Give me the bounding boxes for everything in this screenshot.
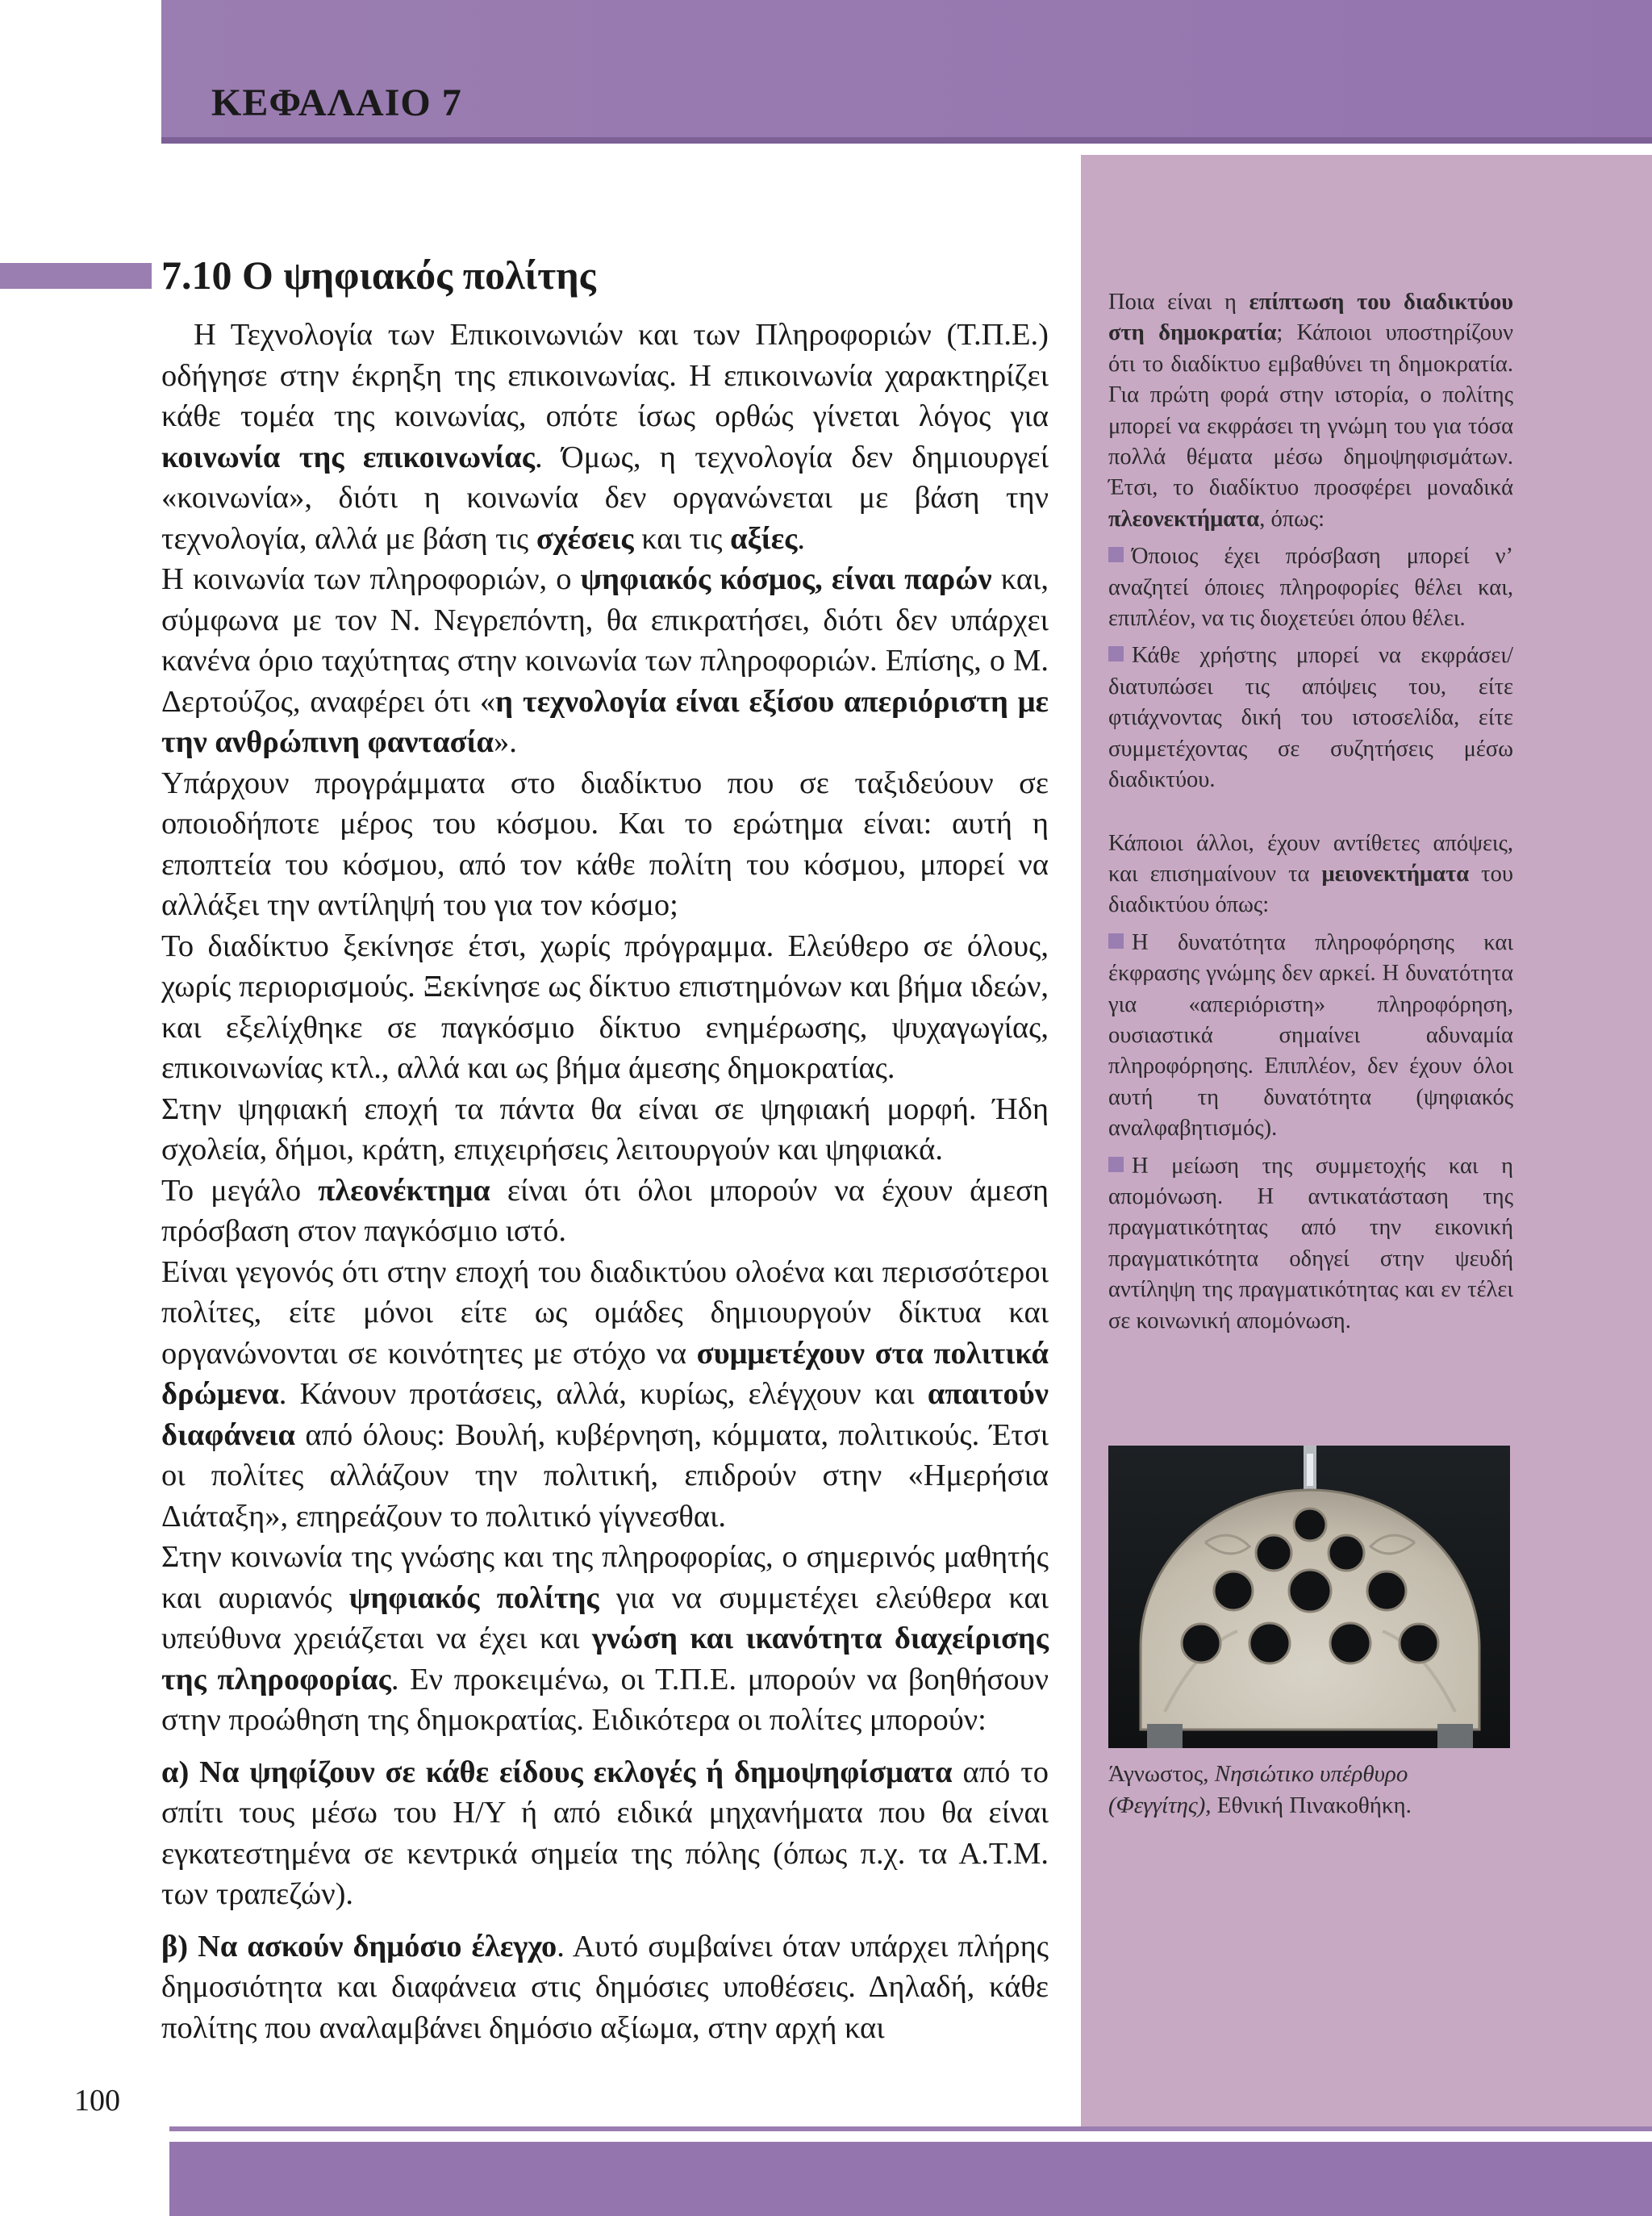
text-run: για να συμμετέχει ελεύθερα και υπεύθυνα χρειάζεται να έχει και bbox=[161, 1580, 1049, 1655]
section-title: 7.10 Ο ψηφιακός πολίτης bbox=[161, 252, 596, 298]
text-run: . Όμως, η τεχνολογία δεν δημιουργεί «κοινωνία», διότι η κοινωνία δεν οργανώνεται με βάση την τεχνολογία, αλλά με βάση τις bbox=[161, 440, 1049, 556]
footer-rule bbox=[169, 2126, 1652, 2131]
paragraph-2 bbox=[161, 559, 1049, 763]
emphasis: β) Να ασκούν δημόσιο έλεγχο bbox=[161, 1929, 557, 1964]
emphasis: μειονεκτήματα bbox=[1321, 861, 1470, 887]
page-number: 100 bbox=[74, 2084, 120, 2118]
main-text-column bbox=[161, 315, 1049, 2048]
square-bullet-icon bbox=[1108, 1157, 1124, 1172]
text-run: Η κοινωνία των πληροφοριών, ο bbox=[161, 562, 581, 596]
text-run: Η μείωση της συμμετοχής και η απομόνωση. Η αντικατάσταση της πραγματικότητας από την εικονική πραγματικότητα οδηγεί στην ψευδή αντίληψη της πραγματικότητας και εν τέλει σε κοινωνική απομόνωση. bbox=[1108, 1153, 1513, 1333]
paragraph-4: Το διαδίκτυο ξεκίνησε έτσι, χωρίς πρόγραμμα. Ελεύθερο σε όλους, χωρίς περιορισμούς. Ξεκίνησε ως δίκτυο επιστημόνων και βήμα ιδεών, και εξελίχθηκε σε παγκόσμιο δίκτυο ενημέρωσης, ψυχαγωγίας, επικοινωνίας κτλ., αλλά και ως βήμα άμεσης δημοκρατίας. bbox=[161, 929, 1049, 1085]
section-marker-tab bbox=[0, 263, 152, 289]
text-run: ». bbox=[494, 725, 517, 759]
square-bullet-icon bbox=[1108, 547, 1124, 562]
emphasis: γνώση και ικανότητα διαχείρισης της πληροφορίας bbox=[161, 1621, 1049, 1696]
list-item-b bbox=[161, 1926, 1049, 2049]
emphasis: αξίες bbox=[730, 521, 798, 556]
emphasis: η τεχνολογία είναι εξίσου απεριόριστη με την ανθρώπινη φαντασία bbox=[161, 684, 1049, 759]
paragraph-5: Στην ψηφιακή εποχή τα πάντα θα είναι σε ψηφιακή μορφή. Ήδη σχολεία, δήμοι, κράτη, επιχειρήσεις λειτουργούν και ψηφιακά. bbox=[161, 1091, 1049, 1166]
text-run: του διαδικτύου όπως: bbox=[1108, 861, 1513, 918]
pros-item bbox=[1108, 541, 1513, 634]
emphasis: επίπτωση του διαδικτύου στη δημοκρατία bbox=[1108, 290, 1513, 346]
paragraph-8 bbox=[161, 1537, 1049, 1741]
text-run: . Αυτό συμβαίνει όταν υπάρχει πλήρης δημοσιότητα και διαφάνεια στις δημόσιες υποθέσεις. Δηλαδή, κάθε πολίτης που αναλαμβάνει δημόσιο αξίωμα, στην αρχή και bbox=[161, 1929, 1049, 2045]
square-bullet-icon bbox=[1108, 933, 1124, 949]
text-run: Το μεγάλο bbox=[161, 1173, 319, 1208]
emphasis: σχέσεις bbox=[536, 521, 634, 556]
emphasis: ψηφιακός κόσμος, είναι παρών bbox=[580, 562, 992, 596]
emphasis: συμμετέχουν στα πολιτικά δρώμενα bbox=[161, 1336, 1049, 1411]
text-run: και τις bbox=[633, 521, 731, 556]
caption-artist: Άγνωστος, bbox=[1108, 1761, 1215, 1787]
text-run: . Εν προκειμένω, οι Τ.Π.Ε. μπορούν να βοηθήσουν στην προώθηση της δημοκρατίας. Ειδικότερα οι πολίτες μπορούν: bbox=[161, 1662, 1049, 1737]
text-run: Η δυνατότητα πληροφόρησης και έκφρασης γνώμης δεν αρκεί. Η δυνατότητα για «απεριόριστη» πληροφόρηση, ουσιαστικά σημαίνει αδυναμία πληροφόρησης. Επιπλέον, δεν έχουν όλοι αυτή τη δυνατότητα (ψηφιακός αναλφαβητισμός). bbox=[1108, 929, 1513, 1141]
text-run: από το σπίτι τους μέσω του Η/Υ ή από ειδικά μηχανήματα που θα είναι εγκατεστημένα σε κεντρικά σημεία της πόλης (όπως π.χ. τα Α.Τ.Μ. των τραπεζών). bbox=[161, 1755, 1049, 1911]
cons-item bbox=[1108, 928, 1513, 1145]
text-run: . Κάνουν προτάσεις, αλλά, κυρίως, ελέγχουν και bbox=[278, 1377, 928, 1411]
paragraph-3: Υπάρχουν προγράμματα στο διαδίκτυο που σε ταξιδεύουν σε οποιοδήποτε μέρος του κόσμου. Και το ερώτημα είναι: αυτή η εποπτεία του κόσμου, από τον κάθε πολίτη του κόσμου, μπορεί να αλλάξει την αντίληψή του για τον κόσμο; bbox=[161, 766, 1049, 922]
text-run: Ποια είναι η bbox=[1108, 290, 1249, 315]
caption-title: Νησιώτικο υπέρθυρο (Φεγγίτης), bbox=[1108, 1761, 1408, 1818]
text-run: ; Κάποιοι υποστηρίζουν ότι το διαδίκτυο εμβαθύνει τη δημοκρατία. Για πρώτη φορά στην ιστορία, ο πολίτης μπορεί να εκφράσει τη γνώμη του για τόσα πολλά θέματα μέσω δημοψηφισμάτων. Έτσι, το διαδίκτυο προσφέρει μοναδικά bbox=[1108, 320, 1513, 501]
text-run: Κάθε χρήστης μπορεί να εκφράσει/διατυπώσει τις απόψεις του, είτε φτιάχνοντας δική του ιστοσελίδα, είτε συμμετέχοντας σε συζητήσεις μέσω διαδικτύου. bbox=[1108, 643, 1513, 793]
artwork-photo bbox=[1108, 1446, 1510, 1748]
text-run: και, σύμφωνα με τον Ν. Νεγρεπόντη, θα επικρατήσει, διότι δεν υπάρχει κανένα όριο ταχύτητας στην κοινωνία των πληροφοριών. Επίσης, ο Μ. Δερτούζος, αναφέρει ότι « bbox=[161, 562, 1049, 719]
square-bullet-icon bbox=[1108, 646, 1124, 661]
emphasis: κοινωνία της επικοινωνίας bbox=[161, 440, 535, 474]
text-run: είναι ότι όλοι μπορούν να έχουν άμεση πρόσβαση στον παγκόσμιο ιστό. bbox=[161, 1173, 1049, 1248]
text-run: Η Τεχνολογία των Επικοινωνιών και των Πληροφοριών (Τ.Π.Ε.) οδήγησε στην έκρηξη της επικοινωνίας. Η επικοινωνία χαρακτηρίζει κάθε τομέα της κοινωνίας, οπότε ίσως ορθώς γίνεται λόγος για bbox=[161, 318, 1049, 433]
emphasis: απαιτούν διαφάνεια bbox=[161, 1377, 1049, 1452]
cons-item bbox=[1108, 1151, 1513, 1337]
text-run: Όποιος έχει πρόσβαση μπορεί ν’ αναζητεί όποιες πληροφορίες θέλει και, επιπλέον, να τις διοχετεύει όπου θέλει. bbox=[1108, 544, 1513, 632]
text-run: από όλους: Βουλή, κυβέρνηση, κόμματα, πολιτικούς. Έτσι οι πολίτες αλλάζουν την πολιτική, επιδρούν στην «Ημερήσια Διάταξη», επηρεάζουν το πολιτικό γίγνεσθαι. bbox=[161, 1417, 1049, 1534]
text-run: . bbox=[797, 521, 806, 556]
header-band-edge bbox=[161, 137, 1652, 144]
pros-item bbox=[1108, 641, 1513, 795]
emphasis: πλεονεκτήματα bbox=[1108, 506, 1260, 532]
sidebar-text bbox=[1108, 287, 1513, 1337]
chapter-label: ΚΕΦΑΛΑΙΟ 7 bbox=[211, 81, 462, 124]
text-run: Είναι γεγονός ότι στην εποχή του διαδικτύου ολοένα και περισσότεροι πολίτες, είτε μόνοι είτε ως ομάδες δημιουργούν δίκτυα και οργανώνονται σε κοινότητες με στόχο να bbox=[161, 1254, 1049, 1371]
fanlight-illustration bbox=[1108, 1446, 1510, 1748]
artwork-caption bbox=[1108, 1759, 1512, 1822]
footer-band bbox=[169, 2142, 1652, 2216]
sidebar-intro bbox=[1108, 287, 1513, 535]
emphasis: πλεονέκτημα bbox=[318, 1173, 490, 1208]
caption-museum: Εθνική Πινακοθήκη. bbox=[1211, 1792, 1412, 1818]
text-run: Κάποιοι άλλοι, έχουν αντίθετες απόψεις, και επισημαίνουν τα bbox=[1108, 830, 1513, 887]
emphasis: ψηφιακός πολίτης bbox=[348, 1580, 599, 1615]
list-item-a bbox=[161, 1752, 1049, 1915]
text-run: , όπως: bbox=[1259, 506, 1325, 532]
paragraph-1 bbox=[161, 315, 1049, 559]
text-run: Στην κοινωνία της γνώσης και της πληροφορίας, ο σημερινός μαθητής και αυριανός bbox=[161, 1540, 1049, 1615]
sidebar-cons-intro bbox=[1108, 828, 1513, 921]
emphasis: α) Να ψηφίζουν σε κάθε είδους εκλογές ή δημοψηφίσματα bbox=[161, 1755, 953, 1789]
paragraph-7 bbox=[161, 1252, 1049, 1538]
paragraph-6 bbox=[161, 1171, 1049, 1252]
